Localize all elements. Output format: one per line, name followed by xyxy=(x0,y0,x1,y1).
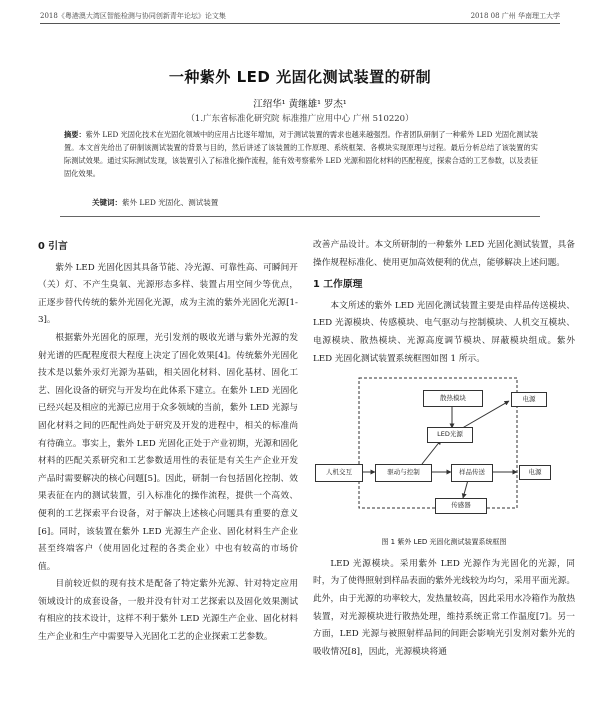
paragraph: 本文所述的紫外 LED 光固化测试装置主要是由样品传送模块、LED 光源模块、传感模块、电气驱动与控制模块、人机交互模块、电源模块、散热模块、光源高度调节模块、屏蔽模块组成。紫外 LED 光固化测试装置系统框图如图 1 所示。 xyxy=(313,300,575,364)
sensor-box: 传感器 xyxy=(435,498,487,514)
right-column xyxy=(313,237,575,661)
left-column xyxy=(38,232,298,647)
section-0-title: 0 引言 xyxy=(38,241,68,252)
paragraph: LED 光源模块。采用紫外 LED 光源作为光固化的光源，同时，为了使得照射到样品表面的紫外光线较为均匀，采用平面光源。此外，由于光源的功率较大，发热量较高，因此采用水冷箱作为散热装置，对光源模块进行散热处理，维持系统正常工作温度[7]。另一方面，LED 光源与被照射样品间的间距会影响光引发剂对紫外光的吸收情况[8]，因此，光源模块将通 xyxy=(313,558,575,657)
abstract xyxy=(64,128,538,180)
figure-caption: 图 1 紫外 LED 光固化测试装置系统框图 xyxy=(381,538,507,547)
affiliation: （1.广东省标准化研究院 标准推广应用中心 广州 510220） xyxy=(186,114,414,124)
abstract-label: 摘要： xyxy=(64,130,86,139)
header-right: 2018 08 广州 华南理工大学 xyxy=(470,12,560,20)
paragraph: 改善产品设计。本文所研制的一种紫外 LED 光固化测试装置，具备操作规程标准化、使用更加高效便利的优点，能够解决上述问题。 xyxy=(313,240,575,268)
paragraph: 根据紫外光固化的原理，光引发剂的吸收光谱与紫外光源的发射光谱的匹配程度很大程度上决定了固化效果[4]。传统紫外光固化技术是以紫外汞灯光源为基础，相关固化材料、固化基材、固化工艺、固化设备的研究与开发均在此体系下建立。在紫外 LED 光固化已经兴起及相应的光源已应用于众多领域的当前，紫外 LED 光源与固化材料之间的匹配性尚处于研究及开发的进程中，相关的标准尚有待确立。事实上，紫外 LED 光固化正处于产业初期，光源和固化材料的匹配关系研究和工艺参数适用性的表征是有关生产企业开发产品时需要解决的核心问题[5]。因此，研制一台包括固化控制、效果表征在内的测试装置，引入标准化的操作流程，提供一个高效、便利的工艺探索平台设备，对于解决上述核心问题具有重要的意义[6]。同时，该装置在紫外 LED 光源生产企业、固化材料生产企业甚至终端客户（使用固化过程的各类企业）中也有较高的市场价值。 xyxy=(38,332,298,572)
paragraph: 目前较近似的现有技术是配备了特定紫外光源、针对特定应用领域设计的成套设备，一般并没有针对工艺探索以及固化效果测试有相应的技术设计，这样不利于紫外 LED 光源生产企业、固化材料生产企业和生产中需要导入光固化工艺的企业探索工艺参数。 xyxy=(38,579,298,643)
abstract-text: 紫外 LED 光固化技术在光固化领域中的应用占比逐年增加，对于测试装置的需求也越来越强烈。作者团队研制了一种紫外 LED 光固化测试装置。本文首先给出了研制该测试装置的背景与目的，然后讲述了该装置的工作原理、系统框架、各模块实现原理与过程。最后分析总结了该装置的实际测试效果。通过实际测试发现，该装置引入了标准化操作流程，能有效考察紫外 LED 光源和固化材料的匹配程度，探索合适的工艺参数，以及表征固化效果。 xyxy=(64,130,538,178)
header-left: 2018《粤港澳大湾区智能检测与协同创新青年论坛》论文集 xyxy=(40,12,226,20)
figure-1-block-diagram xyxy=(313,372,575,532)
heat-module-box: 散热模块 xyxy=(423,390,483,407)
authors: 江绍华¹ 黄继雄¹ 罗杰¹ xyxy=(253,99,347,110)
sample-transport-box: 样品传送 xyxy=(451,464,493,482)
keywords-label: 关键词： xyxy=(92,198,122,207)
keywords-text: 紫外 LED 光固化、测试装置 xyxy=(122,198,219,207)
keywords xyxy=(92,197,218,208)
power-box-right: 电源 xyxy=(519,465,551,480)
hmi-box: 人机交互 xyxy=(315,464,363,482)
section-1-title: 1 工作原理 xyxy=(313,279,363,291)
paragraph: 紫外 LED 光固化因其具备节能、冷光源、可靠性高、可瞬间开（关）灯、不产生臭氧、光源形态多样、装置占用空间少等优点，正逐步替代传统的紫外光固化光源，成为主流的紫外光固化光源[1-3]。 xyxy=(38,262,298,326)
divider xyxy=(60,216,540,217)
paper-title: 一种紫外 LED 光固化测试装置的研制 xyxy=(168,68,432,86)
drive-control-box: 驱动与控制 xyxy=(375,464,432,482)
connector xyxy=(463,480,468,498)
power-box-top: 电源 xyxy=(511,392,547,407)
led-source-box: LED光源 xyxy=(427,427,473,443)
running-header xyxy=(40,9,560,24)
